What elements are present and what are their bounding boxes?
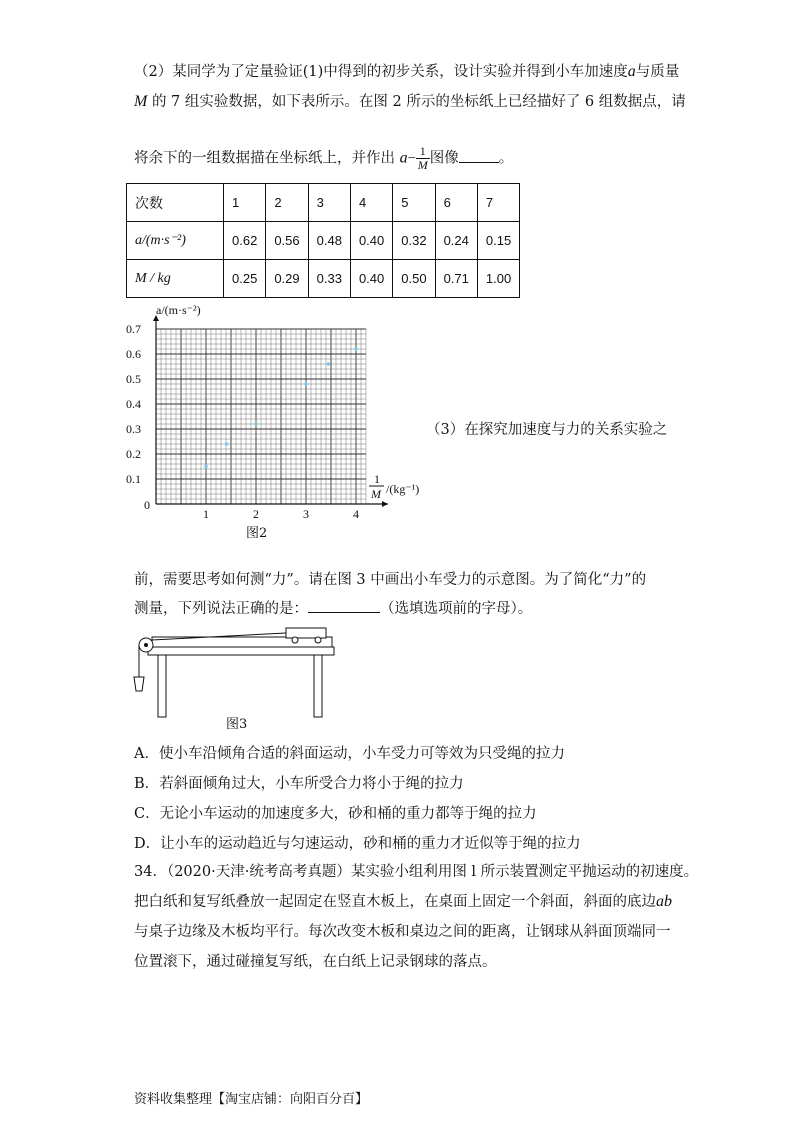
data-point xyxy=(204,465,208,469)
fraction-1-over-M xyxy=(416,145,430,172)
problem34-line2 xyxy=(134,892,672,912)
option-a: A．使小车沿倾角合适的斜面运动，小车受力可等效为只受绳的拉力 xyxy=(134,746,565,762)
table-cell: 0.50 xyxy=(393,260,435,298)
table-cell: 2 xyxy=(266,184,308,222)
table-cell: 0.71 xyxy=(435,260,477,298)
problem2-line1 xyxy=(134,62,679,82)
option-c: C．无论小车运动的加速度多大，砂和桶的重力都等于绳的拉力 xyxy=(134,806,537,822)
minus-sign: − xyxy=(407,150,416,167)
table-cell: 0.29 xyxy=(266,260,308,298)
y-tick-label: 0.4 xyxy=(126,397,141,411)
table-row xyxy=(127,222,520,260)
option-d: D．让小车的运动趋近与匀速运动，砂和桶的重力才近似等于绳的拉力 xyxy=(134,836,581,852)
cart-wheel xyxy=(292,637,298,643)
problem2-line2 xyxy=(134,92,686,112)
table-cell: 6 xyxy=(435,184,477,222)
table-leg-left xyxy=(158,655,166,717)
table-cell: 0.56 xyxy=(266,222,308,260)
table-cell: 0.62 xyxy=(224,222,266,260)
table-cell: 0.33 xyxy=(308,260,350,298)
x-label-unit: /(kg⁻¹) xyxy=(386,482,420,496)
table-row xyxy=(127,184,520,222)
y-tick-label: 0.2 xyxy=(126,447,141,461)
table-header-label: 次数 xyxy=(127,184,224,222)
problem2-text: 将余下的一组数据描在坐标纸上，并作出 xyxy=(134,150,395,167)
x-axis-arrow-icon xyxy=(382,501,388,507)
data-point xyxy=(327,362,331,366)
answer-blank[interactable] xyxy=(459,148,499,163)
problem34-text: 把白纸和复写纸叠放一起固定在竖直木板上，在桌面上固定一个斜面，斜面的底边 xyxy=(134,894,656,910)
y-tick-label: 0.6 xyxy=(126,347,141,361)
data-table xyxy=(126,183,520,298)
y-tick-label: 0.5 xyxy=(126,372,141,386)
bucket-icon xyxy=(134,677,144,691)
footer-note: 资料收集整理【淘宝店铺：向阳百分百】 xyxy=(134,1092,369,1107)
y-axis-label: a/(m·s⁻²) xyxy=(156,303,201,317)
table-leg-right xyxy=(314,655,322,717)
problem3-text: （选填选项前的字母）。 xyxy=(380,601,533,617)
figure3-caption: 图3 xyxy=(226,717,248,732)
chart-grid xyxy=(156,329,366,504)
problem34-line3: 与桌子边缘及木板均平行。每次改变木板和桌边之间的距离，让钢球从斜面顶端同一 xyxy=(134,924,671,940)
x-tick-label: 4 xyxy=(353,507,359,521)
table-cell: 0.15 xyxy=(477,222,519,260)
table-cell: 0.48 xyxy=(308,222,350,260)
var-a: a xyxy=(627,63,636,80)
problem2-text: 图像 xyxy=(429,150,459,167)
problem3-line2 xyxy=(134,598,532,619)
problem34-line4: 位置滚下，通过碰撞复写纸，在白纸上记录钢球的落点。 xyxy=(134,954,497,970)
table-cell: 7 xyxy=(477,184,519,222)
x-label-num: 1 xyxy=(374,472,380,486)
problem3-line1: 前，需要思考如何测“力”。请在图 3 中画出小车受力的示意图。为了简化“力”的 xyxy=(134,572,647,588)
table-cell: 0.24 xyxy=(435,222,477,260)
figure3-apparatus xyxy=(128,625,348,715)
problem3-side-text: （3）在探究加速度与力的关系实验之 xyxy=(426,422,668,438)
var-M: M xyxy=(134,93,148,110)
x-tick-label: 1 xyxy=(203,507,209,521)
problem3-text: 测量，下列说法正确的是： xyxy=(134,601,308,617)
problem34-line1: 34．（2020·天津·统考高考真题）某实验小组利用图 l 所示装置测定平抛运动的初速度。 xyxy=(134,864,699,880)
table-cell: 0.25 xyxy=(224,260,266,298)
table-cell: 5 xyxy=(393,184,435,222)
cart-wheel xyxy=(315,637,321,643)
x-tick-label: 3 xyxy=(303,507,309,521)
x-label-den: M xyxy=(371,487,381,501)
answer-blank[interactable] xyxy=(308,598,380,613)
y-tick-label: 0.7 xyxy=(126,322,141,336)
y-tick-label: 0.1 xyxy=(126,472,141,486)
pulley-axle xyxy=(144,643,148,647)
figure2-chart xyxy=(110,300,430,540)
data-point xyxy=(354,347,358,351)
data-point xyxy=(254,422,258,426)
frac-num: 1 xyxy=(416,145,430,159)
table-cell: 3 xyxy=(308,184,350,222)
table-cell: 1 xyxy=(224,184,266,222)
table-cell: 4 xyxy=(350,184,392,222)
var-ab: ab xyxy=(656,893,672,910)
y-tick-label: 0.3 xyxy=(126,422,141,436)
x-axis-label xyxy=(369,472,419,501)
cart-icon xyxy=(286,628,326,638)
table-top xyxy=(148,647,334,655)
origin-label: 0 xyxy=(144,498,150,512)
problem2-text: 与质量 xyxy=(635,64,680,80)
row-a-label: a/(m·s⁻²) xyxy=(127,222,224,260)
frac-den: M xyxy=(417,158,428,172)
data-point xyxy=(304,382,308,386)
row-M-label: M / kg xyxy=(127,260,224,298)
problem2-text: 。 xyxy=(498,150,514,167)
figure2-caption: 图2 xyxy=(246,526,268,541)
table-cell: 0.40 xyxy=(350,222,392,260)
table-cell: 1.00 xyxy=(477,260,519,298)
problem2-text: （2）某同学为了定量验证(1)中得到的初步关系，设计实验并得到小车加速度 xyxy=(134,64,628,80)
problem2-text: 的 7 组实验数据，如下表所示。在图 2 所示的坐标纸上已经描好了 6 组数据点，请 xyxy=(151,94,686,110)
table-cell: 0.32 xyxy=(393,222,435,260)
option-b: B．若斜面倾角过大，小车所受合力将小于绳的拉力 xyxy=(134,776,464,792)
problem2-line3 xyxy=(134,145,513,172)
table-cell: 0.40 xyxy=(350,260,392,298)
data-point xyxy=(225,442,229,446)
x-tick-label: 2 xyxy=(253,507,259,521)
var-a: a xyxy=(399,149,408,167)
table-row xyxy=(127,260,520,298)
